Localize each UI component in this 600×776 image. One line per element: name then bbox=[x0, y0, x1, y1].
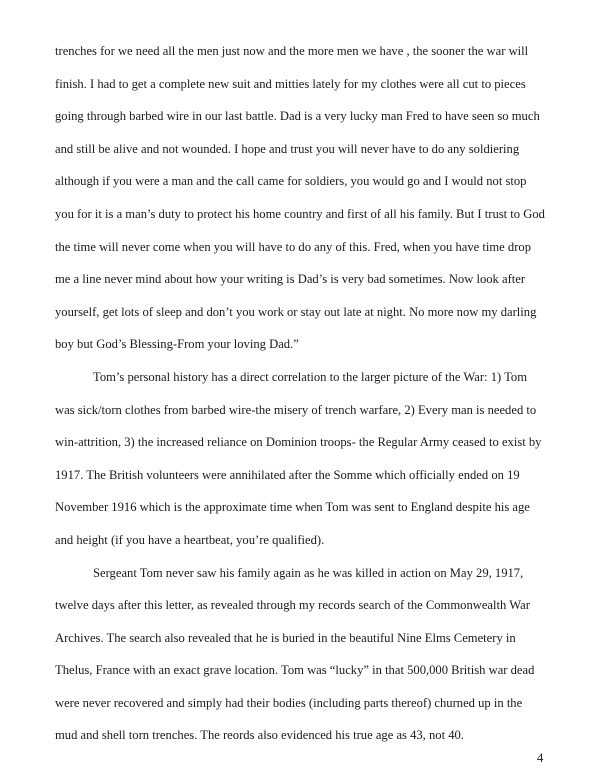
text-line: mud and shell torn trenches. The reords also evidenced his true age as 43, not 40. bbox=[55, 728, 464, 743]
text-line: finish. I had to get a complete new suit and mitties lately for my clothes were all cut to pieces bbox=[55, 76, 526, 91]
text-line: was sick/torn clothes from barbed wire-the misery of trench warfare, 2) Every man is needed to bbox=[55, 402, 537, 417]
text-line: the time will never come when you will have to do any of this. Fred, when you have time drop bbox=[55, 239, 532, 254]
text-line: November 1916 which is the approximate time when Tom was sent to England despite his age bbox=[55, 500, 530, 515]
text-line: me a line never mind about how your writing is Dad’s is very bad sometimes. Now look after bbox=[55, 272, 526, 287]
text-line: although if you were a man and the call came for soldiers, you would go and I would not stop bbox=[55, 174, 527, 189]
paragraph-start-line: Sergeant Tom never saw his family again as he was killed in action on May 29, 1917, bbox=[93, 565, 524, 580]
text-line: you for it is a man’s duty to protect his home country and first of all his family. But I trust to God bbox=[55, 206, 545, 221]
page-number: 4 bbox=[537, 751, 544, 765]
text-line: yourself, get lots of sleep and don’t you work or stay out late at night. No more now my darling bbox=[55, 304, 537, 319]
text-line: 1917. The British volunteers were annihilated after the Somme which officially ended on 19 bbox=[55, 467, 520, 482]
text-line: Archives. The search also revealed that he is buried in the beautiful Nine Elms Cemetery in bbox=[55, 630, 516, 645]
document-body bbox=[55, 35, 595, 752]
text-line: going through barbed wire in our last battle. Dad is a very lucky man Fred to have seen so much bbox=[55, 109, 540, 124]
text-line: boy but God’s Blessing-From your loving Dad.” bbox=[55, 337, 299, 352]
text-line: twelve days after this letter, as revealed through my records search of the Commonwealth War bbox=[55, 598, 530, 613]
text-line: and still be alive and not wounded. I hope and trust you will never have to do any soldiering bbox=[55, 141, 520, 156]
paragraph-start-line: Tom’s personal history has a direct correlation to the larger picture of the War: 1) Tom bbox=[93, 369, 528, 384]
text-line: trenches for we need all the men just now and the more men we have , the sooner the war will bbox=[55, 44, 529, 58]
text-line: were never recovered and simply had their bodies (including parts thereof) churned up in the bbox=[55, 695, 523, 710]
text-line: win-attrition, 3) the increased reliance on Dominion troops- the Regular Army ceased to exist by bbox=[55, 435, 542, 450]
text-line: Thelus, France with an exact grave location. Tom was “lucky” in that 500,000 British war dead bbox=[55, 663, 535, 678]
text-line: and height (if you have a heartbeat, you’re qualified). bbox=[55, 532, 325, 547]
